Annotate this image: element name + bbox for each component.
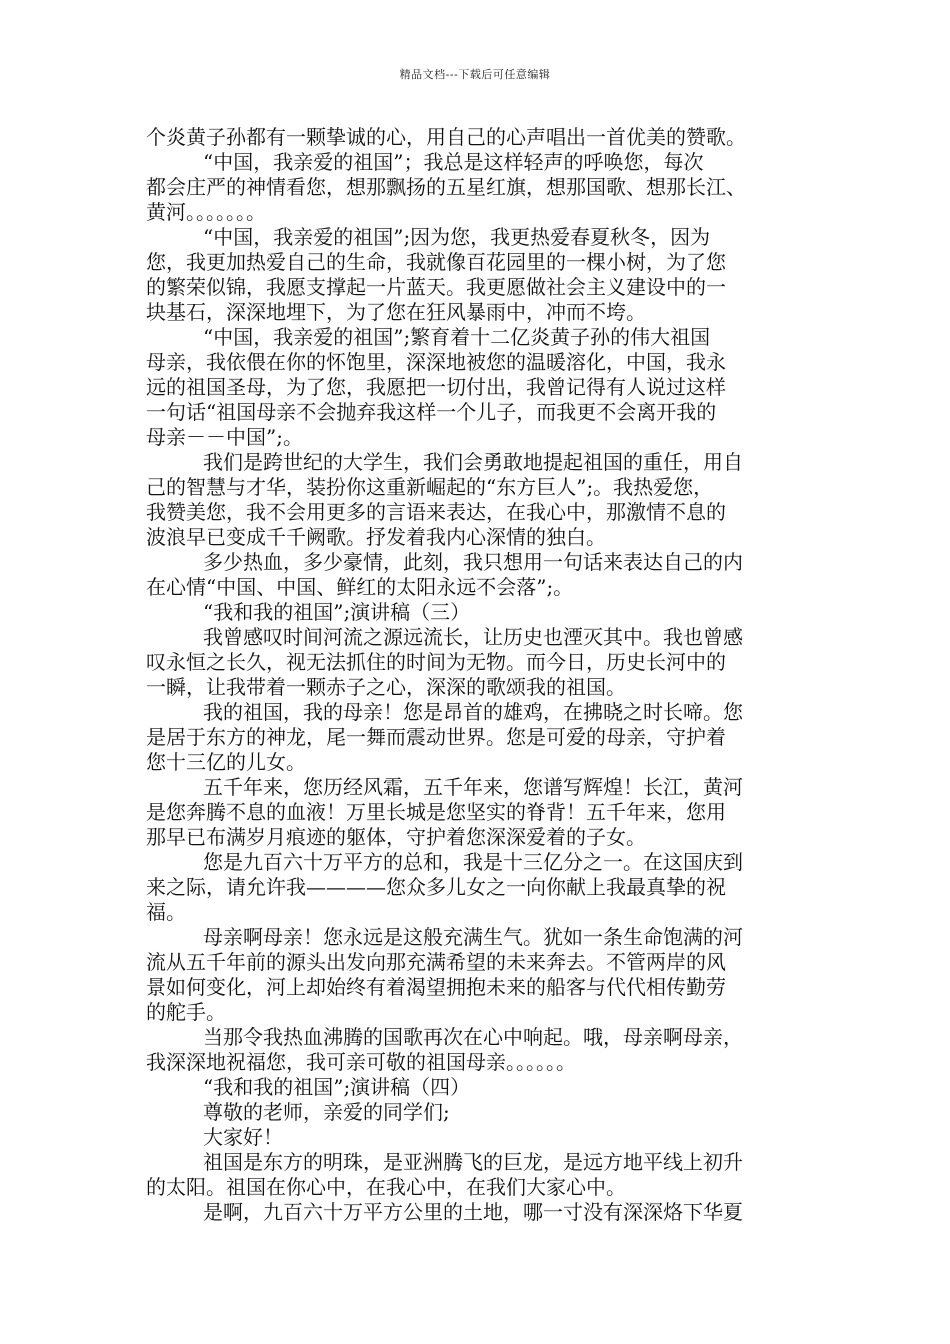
text-line: “我和我的祖国”;演讲稿（三）: [203, 600, 471, 624]
text-line: 个炎黄子孙都有一颗挚诚的心，用自己的心声唱出一首优美的赞歌。: [146, 125, 746, 149]
text-line: 您是九百六十万平方的总和，我是十三亿分之一。在这国庆到: [203, 850, 743, 874]
document-body: [146, 125, 811, 1225]
text-line: 是您奔腾不息的血液！万里长城是您坚实的脊背！五千年来，您用: [146, 800, 726, 824]
text-line: 我的祖国，我的母亲！您是昂首的雄鸡，在拂晓之时长啼。您: [203, 700, 743, 724]
text-line: 都会庄严的神情看您，想那飘扬的五星红旗，想那国歌、想那长江、: [146, 175, 746, 199]
text-line: “中国，我亲爱的祖国”；我总是这样轻声的呼唤您，每次: [203, 150, 704, 174]
text-line: 母亲啊母亲！您永远是这般充满生气。犹如一条生命饱满的河: [203, 925, 743, 949]
text-line: 是啊，九百六十万平方公里的土地，哪一寸没有深深烙下华夏: [203, 1200, 743, 1224]
text-line: 叹永恒之长久，视无法抓住的时间为无物。而今日，历史长河中的: [146, 650, 726, 674]
text-line: 我深深地祝福您，我可亲可敬的祖国母亲。。。。。。: [146, 1050, 576, 1074]
text-line: 的太阳。祖国在你心中，在我心中，在我们大家心中。: [146, 1175, 626, 1199]
text-line: 您十三亿的儿女。: [146, 750, 306, 774]
text-line: 母亲，我依偎在你的怀饱里，深深地被您的温暖溶化，中国，我永: [146, 350, 726, 374]
text-line: 多少热血，多少豪情，此刻，我只想用一句话来表达自己的内: [203, 550, 743, 574]
text-line: 尊敬的老师，亲爱的同学们;: [203, 1100, 450, 1124]
page-header: 精品文档---下载后可任意编辑: [399, 68, 551, 81]
text-line: 祖国是东方的明珠，是亚洲腾飞的巨龙，是远方地平线上初升: [203, 1150, 743, 1174]
text-line: 当那令我热血沸腾的国歌再次在心中响起。哦，母亲啊母亲，: [203, 1025, 743, 1049]
text-line: 一句话“祖国母亲不会抛弃我这样一个儿子，而我更不会离开我的: [146, 400, 717, 424]
text-line: 远的祖国圣母，为了您，我愿把一切付出，我曾记得有人说过这样: [146, 375, 726, 399]
text-line: 大家好！: [203, 1125, 283, 1149]
text-line: 波浪早已变成千千阙歌。抒发着我内心深情的独白。: [146, 525, 606, 549]
text-line: 的舵手。: [146, 1000, 226, 1024]
text-line: “中国，我亲爱的祖国”;因为您，我更热爱春夏秋冬，因为: [203, 225, 711, 249]
text-line: 己的智慧与才华，装扮你这重新崛起的“东方巨人”;。我热爱您，: [146, 475, 714, 499]
text-line: 块基石，深深地埋下，为了您在狂风暴雨中，冲而不垮。: [146, 300, 646, 324]
text-line: 我曾感叹时间河流之源远流长，让历史也湮灭其中。我也曾感: [203, 625, 743, 649]
text-line: 来之际，请允许我————您众多儿女之一向你献上我最真挚的祝: [146, 875, 726, 899]
text-line: “我和我的祖国”;演讲稿（四）: [203, 1075, 471, 1099]
text-line: 我们是跨世纪的大学生，我们会勇敢地提起祖国的重任，用自: [203, 450, 743, 474]
text-line: 在心情“中国、中国、鲜红的太阳永远不会落”;。: [146, 575, 574, 599]
text-line: 母亲－－中国”;。: [146, 425, 303, 449]
text-line: 一瞬，让我带着一颗赤子之心，深深的歌颂我的祖国。: [146, 675, 626, 699]
text-line: 的繁荣似锦，我愿支撑起一片蓝天。我更愿做社会主义建设中的一: [146, 275, 726, 299]
text-line: 景如何变化，河上却始终有着渴望拥抱未来的船客与代代相传勤劳: [146, 975, 726, 999]
text-line: 我赞美您，我不会用更多的言语来表达，在我心中，那激情不息的: [146, 500, 726, 524]
text-line: 是居于东方的神龙，尾一舞而震动世界。您是可爱的母亲，守护着: [146, 725, 726, 749]
text-line: 您，我更加热爱自己的生命，我就像百花园里的一棵小树，为了您: [146, 250, 726, 274]
text-line: 流从五千年前的源头出发向那充满希望的未来奔去。不管两岸的风: [146, 950, 726, 974]
text-line: 黄河。。。。。。。: [146, 200, 266, 224]
text-line: 福。: [146, 900, 186, 924]
text-line: 那早已布满岁月痕迹的躯体，守护着您深深爱着的子女。: [146, 825, 646, 849]
text-line: “中国，我亲爱的祖国”;繁育着十二亿炎黄子孙的伟大祖国: [203, 325, 711, 349]
text-line: 五千年来，您历经风霜，五千年来，您谱写辉煌！长江，黄河: [203, 775, 743, 799]
